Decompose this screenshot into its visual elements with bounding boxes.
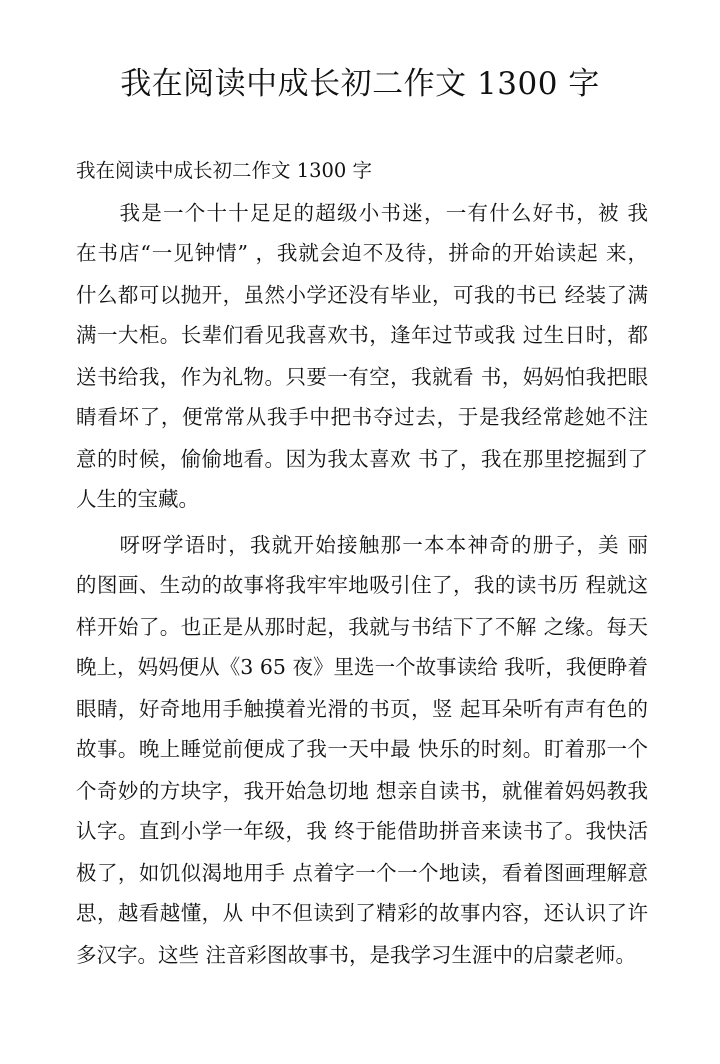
text-line: 什么都可以抛开，虽然小学还没有毕业，可我的书已 经装了满 [76, 283, 648, 307]
text-line: 睛看坏了，便常常从我手中把书夺过去，于是我经常趁她不注 [76, 405, 648, 429]
text-line: 个奇妙的方块字，我开始急切地 想亲自读书，就催着妈妈教我 [76, 779, 648, 803]
text-line: 晚上，妈妈便从《3 65 夜》里选一个故事读给 我听，我便睁着 [76, 655, 648, 679]
text-line: 多汉字。这些 注音彩图故事书，是我学习生涯中的启蒙老师。 [76, 943, 637, 967]
text-line: 样开始了。也正是从那时起，我就与书结下了不解 之缘。每天 [76, 615, 648, 639]
text-line: 意的时候，偷偷地看。因为我太喜欢 书了，我在那里挖掘到了 [76, 447, 648, 471]
text-line: 认字。直到小学一年级，我 终于能借助拼音来读书了。我快活 [76, 819, 648, 843]
text-line: 故事。晚上睡觉前便成了我一天中最 快乐的时刻。盯着那一个 [76, 737, 648, 761]
text-line: 满一大柜。长辈们看见我喜欢书，逢年过节或我 过生日时，都 [76, 323, 648, 347]
text-line: 送书给我，作为礼物。只要一有空，我就看 书，妈妈怕我把眼 [76, 365, 648, 389]
document-subtitle: 我在阅读中成长初二作文 1300 字 [76, 159, 373, 182]
text-line: 眼睛，好奇地用手触摸着光滑的书页，竖 起耳朵听有声有色的 [76, 697, 648, 721]
text-line: 思，越看越懂，从 中不但读到了精彩的故事内容，还认识了许 [76, 901, 648, 925]
text-line: 极了，如饥似渴地用手 点着字一个一个地读，看着图画理解意 [76, 861, 648, 885]
text-line: 我是一个十十足足的超级小书迷，一有什么好书，被 我 [76, 201, 648, 225]
document-title: 我在阅读中成长初二作文 1300 字 [120, 66, 600, 102]
text-line: 人生的宝藏。 [76, 487, 199, 511]
text-line: 在书店“一见钟情” ，我就会迫不及待，拼命的开始读起 来， [76, 241, 648, 265]
text-line: 呀呀学语时，我就开始接触那一本本神奇的册子，美 丽 [76, 533, 648, 557]
text-line: 的图画、生动的故事将我牢牢地吸引住了，我的读书历 程就这 [76, 573, 648, 597]
